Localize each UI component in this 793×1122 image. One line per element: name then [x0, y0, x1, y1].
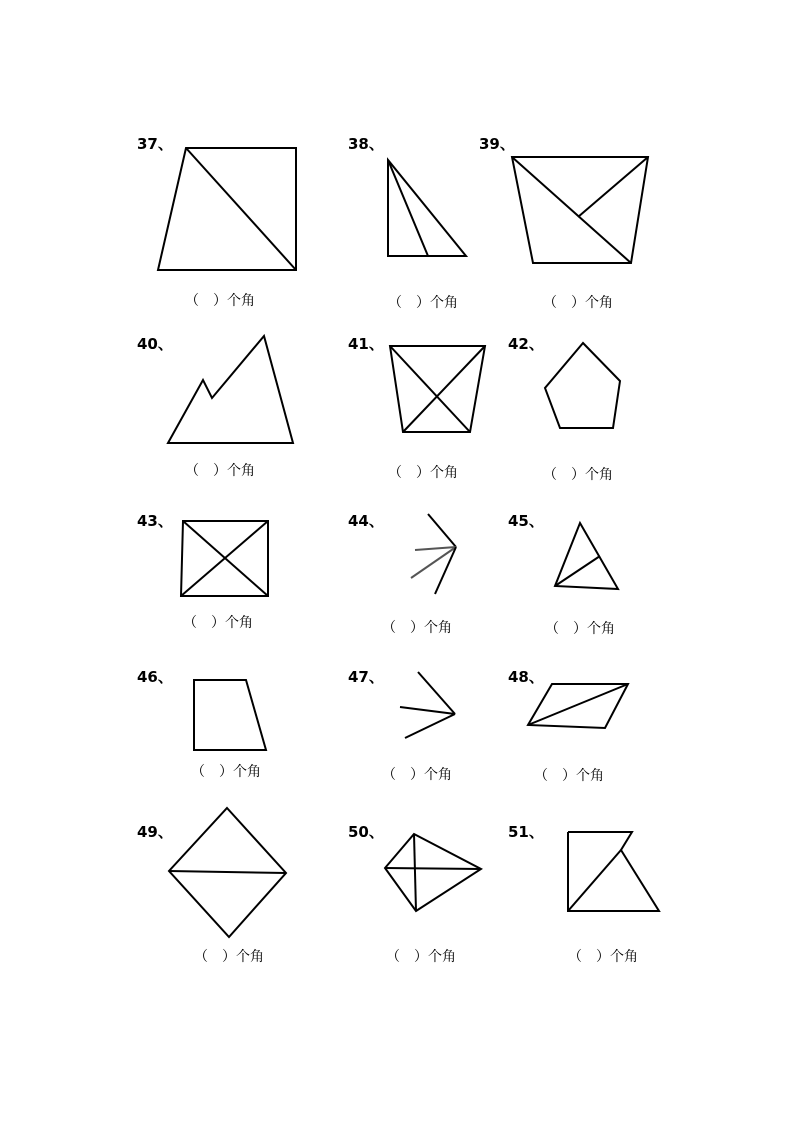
- figure-37-quadrilateral: [158, 148, 296, 270]
- answer-blank-49: （ ）个角: [194, 949, 264, 965]
- problem-number-44: 44、: [348, 512, 384, 530]
- figure-38: [388, 160, 466, 256]
- figure-44: [411, 514, 456, 594]
- problem-number-45: 45、: [508, 512, 544, 530]
- problem-number-49: 49、: [137, 823, 173, 841]
- figure-51: [568, 832, 659, 911]
- figure-47-ray-3: [405, 714, 455, 738]
- answer-blank-51: （ ）个角: [568, 949, 638, 965]
- figure-39-inner-segment: [578, 157, 648, 217]
- problem-number-39: 39、: [479, 135, 515, 153]
- figure-46-right-trapezoid: [194, 680, 266, 750]
- problem-number-48: 48、: [508, 668, 544, 686]
- figure-43: [181, 521, 268, 596]
- figure-42: [545, 343, 620, 428]
- answer-blank-50: （ ）个角: [386, 949, 456, 965]
- answer-blank-41: （ ）个角: [388, 465, 458, 481]
- answer-blank-45: （ ）个角: [545, 621, 615, 637]
- problem-number-38: 38、: [348, 135, 384, 153]
- answer-blank-37: （ ）个角: [185, 293, 255, 309]
- problem-number-51: 51、: [508, 823, 544, 841]
- problem-number-41: 41、: [348, 335, 384, 353]
- figure-48: [528, 684, 628, 728]
- figure-41: [390, 346, 485, 432]
- figure-49-diagonal: [169, 871, 286, 873]
- figure-46: [194, 680, 266, 750]
- answer-blank-47: （ ）个角: [382, 767, 452, 783]
- figure-39: [512, 157, 648, 263]
- problem-number-50: 50、: [348, 823, 384, 841]
- figure-41-trapezoid: [390, 346, 485, 432]
- problem-number-47: 47、: [348, 668, 384, 686]
- problem-number-42: 42、: [508, 335, 544, 353]
- answer-blank-48: （ ）个角: [534, 768, 604, 784]
- figure-44-ray-2: [415, 547, 456, 550]
- answer-blank-44: （ ）个角: [382, 620, 452, 636]
- figure-40: [168, 336, 293, 443]
- figure-45: [555, 523, 618, 589]
- problem-number-46: 46、: [137, 668, 173, 686]
- figure-50-horizontal-diagonal: [385, 868, 481, 869]
- figure-38-inner-line: [388, 160, 428, 256]
- answer-blank-43: （ ）个角: [183, 615, 253, 631]
- answer-blank-42: （ ）个角: [543, 467, 613, 483]
- figure-42-pentagon: [545, 343, 620, 428]
- figure-51-outline: [568, 832, 659, 911]
- answer-blank-38: （ ）个角: [388, 295, 458, 311]
- figure-47-ray-2: [400, 707, 455, 714]
- figure-48-diagonal: [528, 684, 628, 725]
- problem-number-37: 37、: [137, 135, 173, 153]
- figure-49: [169, 808, 286, 937]
- figure-44-ray-1: [428, 514, 456, 547]
- figure-50-vertical-diagonal: [414, 834, 416, 911]
- figure-50-kite: [385, 834, 481, 911]
- figure-40-mountain-shape: [168, 336, 293, 443]
- figure-39-trapezoid: [512, 157, 648, 263]
- answer-blank-39: （ ）个角: [543, 295, 613, 311]
- figure-38-triangle: [388, 160, 466, 256]
- figure-37: [158, 148, 296, 270]
- figure-50: [385, 834, 481, 911]
- answer-blank-40: （ ）个角: [185, 463, 255, 479]
- figure-51-inner-line: [568, 850, 621, 911]
- problem-number-43: 43、: [137, 512, 173, 530]
- problem-number-40: 40、: [137, 335, 173, 353]
- figure-37-diagonal: [186, 148, 296, 270]
- answer-blank-46: （ ）个角: [191, 764, 261, 780]
- figure-47: [400, 672, 455, 738]
- figure-47-ray-1: [418, 672, 455, 714]
